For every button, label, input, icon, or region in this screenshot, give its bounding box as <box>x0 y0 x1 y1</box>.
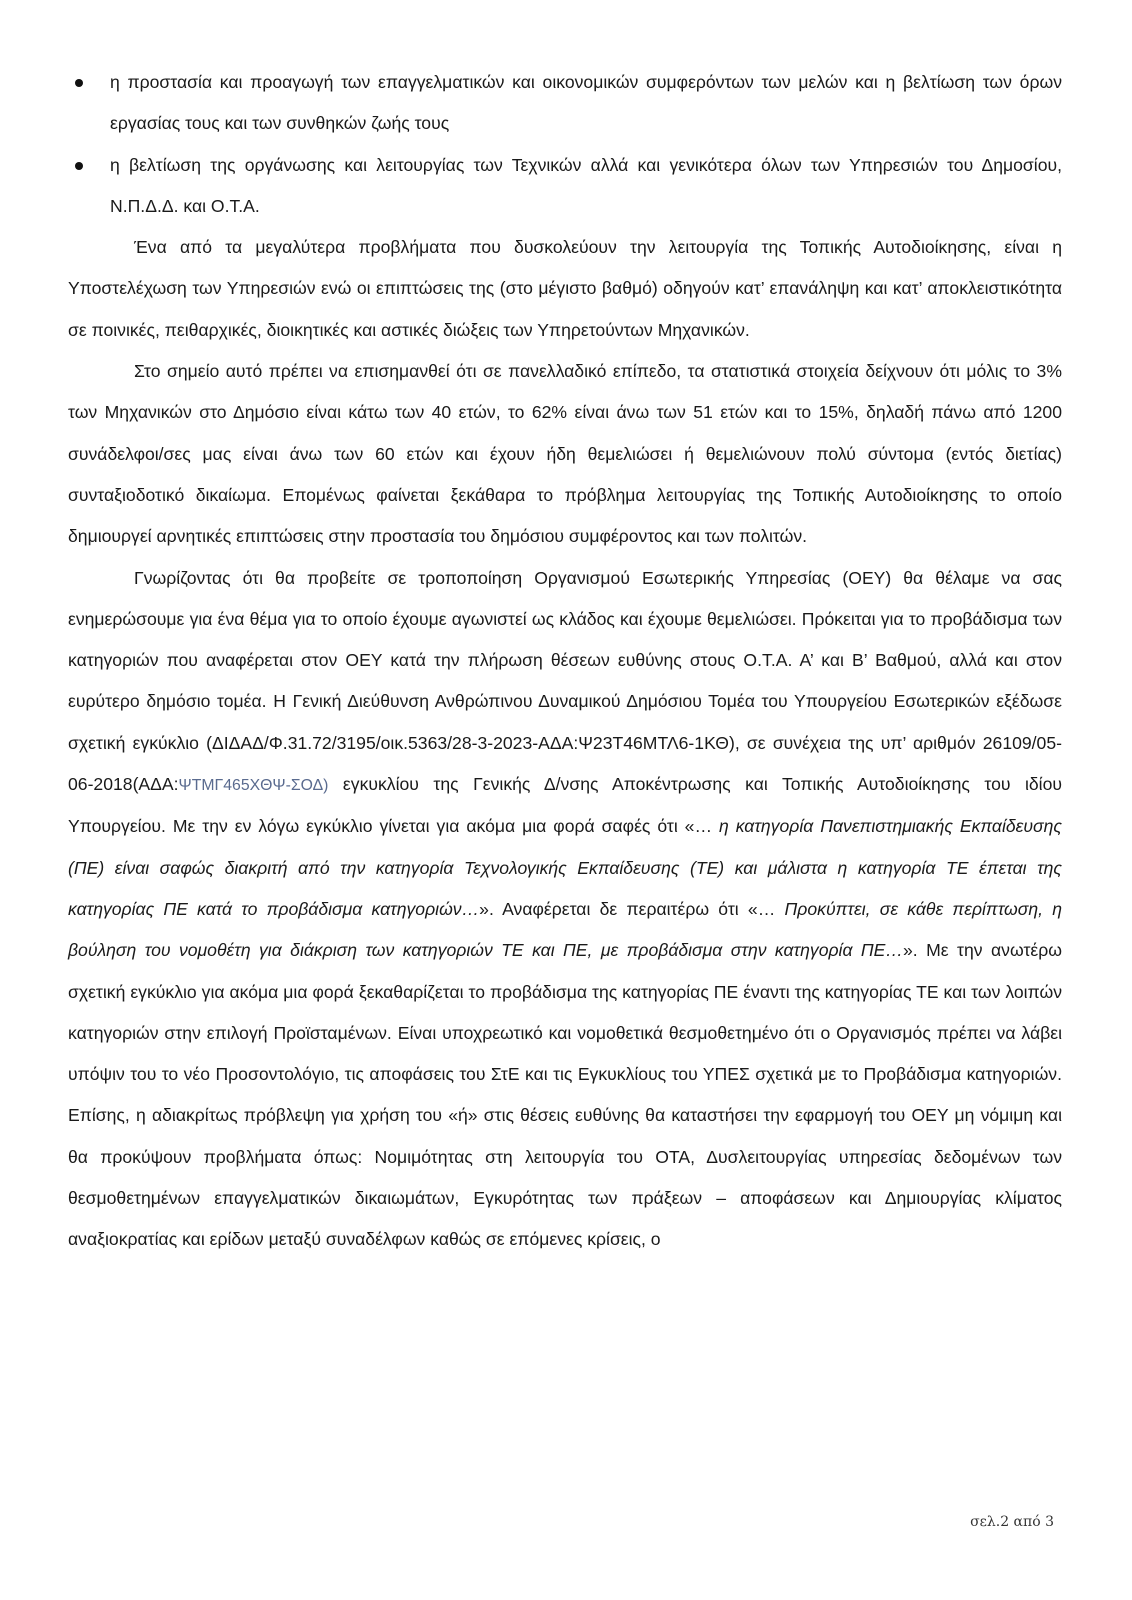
paragraph-statistics: Στο σημείο αυτό πρέπει να επισημανθεί ότι σε πανελλαδικό επίπεδο, τα στατιστικά στοιχεία δείχνουν ότι μόλις το 3% των Μηχανικών στο Δημόσιο είναι κάτω των 40 ετών, το 62% είναι άνω των 51 ετών και το 15%, δηλαδή πάνω από 1200 συνάδελφοι/σες μας είναι άνω των 60 ετών και έχουν ήδη θεμελιώσει ή θεμελιώνουν πολύ σύντομα (εντός διετίας) συνταξιοδοτικό δικαίωμα. Επομένως φαίνεται ξεκάθαρα το πρόβλημα λειτουργίας της Τοπικής Αυτοδιοίκησης το οποίο δημιουργεί αρνητικές επιπτώσεις στην προστασία του δημόσιου συμφέροντος και των πολιτών. <box>68 361 1062 547</box>
quote-italic: η κατηγορία Πανεπιστημιακής Εκπαίδευσης (ΠΕ) είναι σαφώς διακριτή από την κατηγορία Τεχνολογικής Εκπαίδευσης (ΤΕ) και μάλιστα η κατηγορία ΤΕ έπεται της κατηγορίας ΠΕ κατά το προβάδισμα κατηγοριών… <box>68 816 1062 919</box>
paragraph-text: ». Αναφέρεται δε περαιτέρω ότι «… <box>479 898 785 919</box>
paragraph-text: Γνωρίζοντας ότι θα προβείτε σε τροποποίηση Οργανισμού Εσωτερικής Υπηρεσίας (ΟΕΥ) θα θέλαμε να σας ενημερώσουμε για ένα θέμα για το οποίο έχουμε αγωνιστεί ως κλάδος και έχουμε θεμελιώσει. Πρόκειται για το προβάδισμα των κατηγοριών που αναφέρεται στον ΟΕΥ κατά την πλήρωση θέσεων ευθύνης στους Ο.Τ.Α. Α’ και Β’ Βαθμού, αλλά και στον ευρύτερο δημόσιο τομέα. Η Γενική Διεύθυνση Ανθρώπινου Δυναμικού Δημόσιου Τομέα του Υπουργείου Εσωτερικών εξέδωσε σχετική εγκύκλιο (ΔΙΔΑΔ/Φ.31.72/3195/οικ.5363/28-3-2023-ΑΔΑ:Ψ23Τ46ΜΤΛ6-1ΚΘ), σε συνέχεια της υπ’ αριθμόν 26109/05-06-2018(ΑΔΑ: <box>68 567 1062 795</box>
ada-code-link: ΨΤΜΓ465ΧΘΨ-ΣΟΔ) <box>178 777 329 795</box>
paragraph-text: εγκυκλίου της Γενικής Δ/νσης Αποκέντρωσης και Τοπικής Αυτοδιοίκησης του ιδίου Υπουργείου. Με την εν λόγω εγκύκλιο γίνεται για ακόμα μια φορά σαφές ότι «… <box>68 774 1062 837</box>
bullet-text: η προστασία και προαγωγή των επαγγελματικών και οικονομικών συμφερόντων των μελών και η βελτίωση των όρων εργασίας τους και των συνθηκών ζωής τους <box>110 72 1062 134</box>
document-page <box>68 62 1062 1261</box>
bullet-dot-icon <box>75 79 83 87</box>
bullet-text: η βελτίωση της οργάνωσης και λειτουργίας των Τεχνικών αλλά και γενικότερα όλων των Υπηρεσιών του Δημοσίου, Ν.Π.Δ.Δ. και Ο.Τ.Α. <box>110 154 1062 216</box>
bullet-item <box>68 62 1062 145</box>
paragraph-category-precedence <box>68 558 1062 1261</box>
bullet-dot-icon <box>75 162 83 170</box>
paragraph-text: ». Με την ανωτέρω σχετική εγκύκλιο για ακόμα μια φορά ξεκαθαρίζεται το προβάδισμα της κατηγορίας ΠΕ έναντι της κατηγορίας ΤΕ και των λοιπών κατηγοριών στην επιλογή Προϊσταμένων. Είναι υποχρεωτικό και νομοθετικά θεσμοθετημένο ότι ο Οργανισμός πρέπει να λάβει υπόψιν του το νέο Προσοντολόγιο, τις αποφάσεις του ΣτΕ και τις Εγκυκλίους του ΥΠΕΣ σχετικά με το Προβάδισμα κατηγοριών. Επίσης, η αδιακρίτως πρόβλεψη για χρήση του «ή» στις θέσεις ευθύνης θα καταστήσει την εφαρμογή του ΟΕΥ μη νόμιμη και θα προκύψουν προβλήματα όπως: Νομιμότητας στη λειτουργία του ΟΤΑ, Δυσλειτουργίας υπηρεσίας δεδομένων των θεσμοθετημένων επαγγελματικών δικαιωμάτων, Εγκυρότητας των πράξεων – αποφάσεων και Δημιουργίας κλίματος αναξιοκρατίας και ερίδων μεταξύ συναδέλφων καθώς σε επόμενες κρίσεις, ο <box>68 940 1062 1250</box>
bullet-list <box>68 62 1062 227</box>
quote-italic: Προκύπτει, σε κάθε περίπτωση, η βούληση του νομοθέτη για διάκριση των κατηγοριών ΤΕ και ΠΕ, με προβάδισμα στην κατηγορία ΠΕ… <box>68 898 1063 961</box>
page-number: σελ.2 από 3 <box>970 1514 1054 1530</box>
paragraph-understaffing: Ένα από τα μεγαλύτερα προβλήματα που δυσκολεύουν την λειτουργία της Τοπικής Αυτοδιοίκησης, είναι η Υποστελέχωση των Υπηρεσιών ενώ οι επιπτώσεις της (στο μέγιστο βαθμό) οδηγούν κατ’ επανάληψη και κατ’ αποκλειστικότητα σε ποινικές, πειθαρχικές, διοικητικές και αστικές διώξεις των Υπηρετούντων Μηχανικών. <box>68 237 1062 340</box>
bullet-item <box>68 145 1062 228</box>
